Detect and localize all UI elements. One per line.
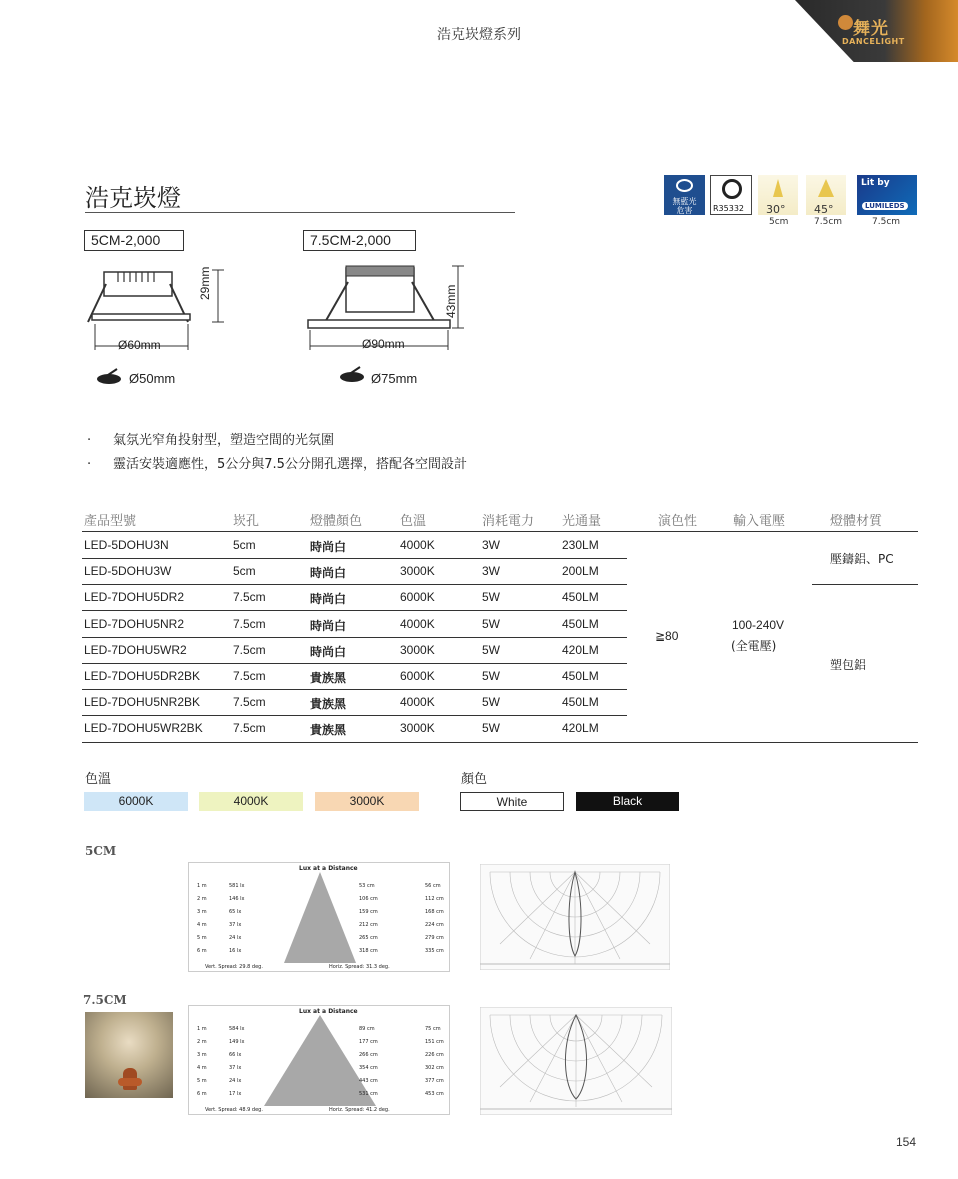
voltage-value: 100-240V	[732, 618, 785, 632]
table-row-divider	[82, 584, 627, 585]
table-row-divider	[82, 689, 627, 690]
lux-cell: 443 cm	[359, 1078, 378, 1084]
page-header-title: 浩克崁燈系列	[437, 27, 521, 43]
lux-cell: 5 m	[197, 935, 207, 941]
lux-cell: 6 m	[197, 1091, 207, 1097]
product-photo	[85, 1012, 173, 1098]
table-cell: 時尚白	[310, 592, 347, 607]
table-header-body-color: 燈體顏色	[310, 514, 363, 529]
table-cell: LED-7DOHU5NR2BK	[84, 695, 201, 710]
lux-cell: 279 cm	[425, 935, 444, 941]
lux-cell: 112 cm	[425, 896, 444, 902]
lux-cell: 151 cm	[425, 1039, 444, 1045]
table-cell: 450LM	[562, 669, 599, 683]
lux-cell: 584 lx	[229, 1026, 245, 1032]
lumileds-icon: Lit by LUMILEDS	[857, 175, 917, 215]
lux-cell: 3 m	[197, 909, 207, 915]
lux-cell: 2 m	[197, 896, 207, 902]
lux-cell: 16 lx	[229, 948, 242, 954]
lux-cell: 24 lx	[229, 935, 242, 941]
voltage-note: (全電壓)	[731, 639, 777, 653]
table-cell: 3W	[482, 564, 500, 579]
table-cell: 5W	[482, 616, 500, 631]
diameter-label-7-5cm: Ø90mm	[362, 337, 405, 351]
table-cell: 時尚白	[310, 644, 347, 659]
table-header-power: 消耗電力	[482, 514, 535, 529]
table-cell: 時尚白	[310, 566, 347, 581]
lux-cell: 149 lx	[229, 1039, 245, 1045]
table-row-divider	[82, 637, 627, 638]
cert-sub-label: 7.5cm	[872, 217, 901, 227]
lux-cell: 1 m	[197, 1026, 207, 1032]
lux-cell: 177 cm	[359, 1039, 378, 1045]
table-cell: 5W	[482, 695, 500, 710]
lux-cell: 224 cm	[425, 922, 444, 928]
cert-sub-label: 5cm	[769, 217, 789, 227]
lux-cell: 5 m	[197, 1078, 207, 1084]
lux-cell: 453 cm	[425, 1091, 444, 1097]
table-cell: 時尚白	[310, 540, 347, 554]
table-cell: 5W	[482, 669, 500, 683]
table-cell: 420LM	[562, 721, 599, 736]
brand-logo	[795, 0, 958, 62]
lux-cell: 106 cm	[359, 896, 378, 902]
beam-angle-label: 30°	[766, 203, 786, 216]
table-cell: 450LM	[562, 590, 599, 605]
lux-cell: 6 m	[197, 948, 207, 954]
table-cell: 3W	[482, 538, 500, 552]
cert-sub-label: 7.5cm	[814, 217, 843, 227]
table-cell: 貴族黑	[310, 671, 347, 685]
lux-cell: 266 cm	[359, 1052, 378, 1058]
table-cell: 5W	[482, 721, 500, 736]
table-header-cutout: 崁孔	[233, 514, 260, 529]
table-header-voltage: 輸入電壓	[733, 514, 786, 529]
cert-code: R35332	[713, 204, 745, 213]
lux-cell: 1 m	[197, 883, 207, 889]
table-top-rule	[82, 531, 918, 532]
diameter-label-5cm: Ø60mm	[118, 338, 161, 352]
table-cell: 7.5cm	[233, 642, 266, 657]
title-divider	[85, 212, 515, 213]
brand-name-cn: 舞光	[853, 19, 889, 39]
table-cell: 7.5cm	[233, 590, 266, 605]
table-cell: 6000K	[400, 669, 435, 683]
lux-cell: 75 cm	[425, 1026, 441, 1032]
table-cell: 4000K	[400, 695, 435, 710]
lux-cell: 335 cm	[425, 948, 444, 954]
lux-cell: 24 lx	[229, 1078, 242, 1084]
lux-cell: 66 lx	[229, 1052, 242, 1058]
lux-cell: 37 lx	[229, 1065, 242, 1071]
bsmi-certification-icon	[710, 175, 752, 215]
color-temp-label: 色溫	[85, 772, 112, 787]
lux-cell: 53 cm	[359, 883, 375, 889]
height-label-5cm: 29mm	[198, 266, 212, 300]
table-cell: LED-7DOHU5WR2BK	[84, 721, 203, 736]
table-cell: 時尚白	[310, 618, 347, 633]
swatch-3000k: 3000K	[315, 792, 419, 811]
lux-cell: 4 m	[197, 922, 207, 928]
table-cell: LED-7DOHU5NR2	[84, 616, 185, 631]
polar-chart-7-5cm	[480, 1007, 672, 1115]
table-bottom-rule	[82, 742, 918, 743]
brand-name-en: DANCELIGHT	[842, 37, 905, 46]
material-value-2: 塑包鋁	[830, 658, 867, 672]
table-cell: 5cm	[233, 564, 256, 579]
swatch-6000k: 6000K	[84, 792, 188, 811]
lux-cell: 265 cm	[359, 935, 378, 941]
table-row-divider	[82, 715, 627, 716]
table-cell: 7.5cm	[233, 721, 266, 736]
lux-cell: 2 m	[197, 1039, 207, 1045]
lux-cell: 65 lx	[229, 909, 242, 915]
table-row-divider	[82, 663, 627, 664]
lux-cell: 56 cm	[425, 883, 441, 889]
lux-cell: 377 cm	[425, 1078, 444, 1084]
cutout-icon	[338, 365, 366, 383]
lux-cell: 531 cm	[359, 1091, 378, 1097]
height-label-7-5cm: 43mm	[444, 284, 458, 318]
lux-cell: 302 cm	[425, 1065, 444, 1071]
size-label-7-5cm: 7.5CM-2,000	[303, 230, 416, 251]
table-cell: 7.5cm	[233, 616, 266, 631]
lux-cell: 168 cm	[425, 909, 444, 915]
beam-30-icon	[758, 175, 798, 215]
table-cell: 3000K	[400, 642, 435, 657]
swatch-white: White	[460, 792, 564, 811]
table-row-divider	[82, 610, 627, 611]
table-cell: 4000K	[400, 538, 435, 552]
table-cell: 5W	[482, 590, 500, 605]
table-header-cct: 色溫	[400, 514, 427, 529]
lux-cell: 4 m	[197, 1065, 207, 1071]
table-header-model: 產品型號	[84, 514, 137, 529]
table-row-divider	[82, 558, 627, 559]
table-cell: 5cm	[233, 538, 256, 552]
lux-cell: 212 cm	[359, 922, 378, 928]
table-cell: 4000K	[400, 616, 435, 631]
table-header-cri: 演色性	[658, 514, 698, 529]
product-title: 浩克崁燈	[85, 184, 181, 212]
table-cell: LED-7DOHU5WR2	[84, 642, 187, 657]
table-cell: 7.5cm	[233, 669, 266, 683]
feature-bullet: · 靈活安裝適應性，5公分與7.5公分開孔選擇，搭配各空間設計	[87, 457, 467, 472]
table-cell: LED-7DOHU5DR2BK	[84, 669, 201, 683]
table-cell: 3000K	[400, 564, 435, 579]
feature-bullet: · 氣氛光窄角投射型，塑造空間的光氛圍	[87, 433, 335, 448]
table-header-material: 燈體材質	[830, 514, 883, 529]
material-value-1: 壓鑄鋁、PC	[830, 552, 894, 566]
table-cell: 6000K	[400, 590, 435, 605]
table-cell: 5W	[482, 642, 500, 657]
section-label-7-5cm: 7.5CM	[83, 993, 127, 1007]
beam-45-icon	[806, 175, 846, 215]
table-cell: 230LM	[562, 538, 599, 552]
table-cell: 420LM	[562, 642, 599, 657]
table-cell: 7.5cm	[233, 695, 266, 710]
swatch-black: Black	[576, 792, 679, 811]
table-cell: 450LM	[562, 616, 599, 631]
cutout-icon	[95, 367, 123, 385]
lux-cell: 226 cm	[425, 1052, 444, 1058]
lux-cell: 3 m	[197, 1052, 207, 1058]
lux-cell: 581 lx	[229, 883, 245, 889]
blue-light-hazard-icon: 無藍光 危害	[664, 175, 705, 215]
lux-cell: 146 lx	[229, 896, 245, 902]
table-cell: 450LM	[562, 695, 599, 710]
swatch-4000k: 4000K	[199, 792, 303, 811]
polar-chart-5cm	[480, 864, 670, 970]
cri-value: ≧80	[655, 629, 679, 643]
lux-chart-5cm: Lux at a Distance 1 m 581 lx 53 cm 56 cm 2 m 146 lx 106 cm 112 cm 3 m 65 lx 159 cm 168 cm 4 m 37 lx 212 cm 224 cm 5 m 24 lx 265 cm 279 cm 6 m 16 lx 318 cm 335 cm Vert. Spread: 29.8 deg. Horiz. Spread: 31.3 deg.	[188, 862, 450, 972]
lux-cell: 318 cm	[359, 948, 378, 954]
cutout-label-5cm: Ø50mm	[129, 371, 176, 386]
table-cell: LED-5DOHU3N	[84, 538, 169, 552]
table-cell: 200LM	[562, 564, 599, 579]
lux-cell: 89 cm	[359, 1026, 375, 1032]
material-divider	[812, 584, 918, 585]
lux-cell: 354 cm	[359, 1065, 378, 1071]
table-cell: LED-5DOHU3W	[84, 564, 172, 579]
body-color-label: 顏色	[461, 772, 488, 787]
lux-cell: 159 cm	[359, 909, 378, 915]
beam-angle-label: 45°	[814, 203, 834, 216]
lux-chart-7-5cm: Lux at a Distance 1 m 584 lx 89 cm 75 cm 2 m 149 lx 177 cm 151 cm 3 m 66 lx 266 cm 226 cm 4 m 37 lx 354 cm 302 cm 5 m 24 lx 443 cm 377 cm 6 m 17 lx 531 cm 453 cm Vert. Spread: 48.9 deg. Horiz. Spread: 41.2 deg.	[188, 1005, 450, 1115]
table-cell: LED-7DOHU5DR2	[84, 590, 185, 605]
size-label-5cm: 5CM-2,000	[84, 230, 184, 251]
table-cell: 3000K	[400, 721, 435, 736]
table-cell: 貴族黑	[310, 697, 347, 712]
table-cell: 貴族黑	[310, 723, 347, 738]
cutout-label-7-5cm: Ø75mm	[371, 371, 418, 386]
page-number: 154	[896, 1135, 917, 1149]
lux-cell: 37 lx	[229, 922, 242, 928]
lux-cell: 17 lx	[229, 1091, 242, 1097]
table-header-lumen: 光通量	[562, 514, 602, 529]
brand-mark-icon	[838, 15, 853, 30]
section-label-5cm: 5CM	[85, 844, 117, 858]
